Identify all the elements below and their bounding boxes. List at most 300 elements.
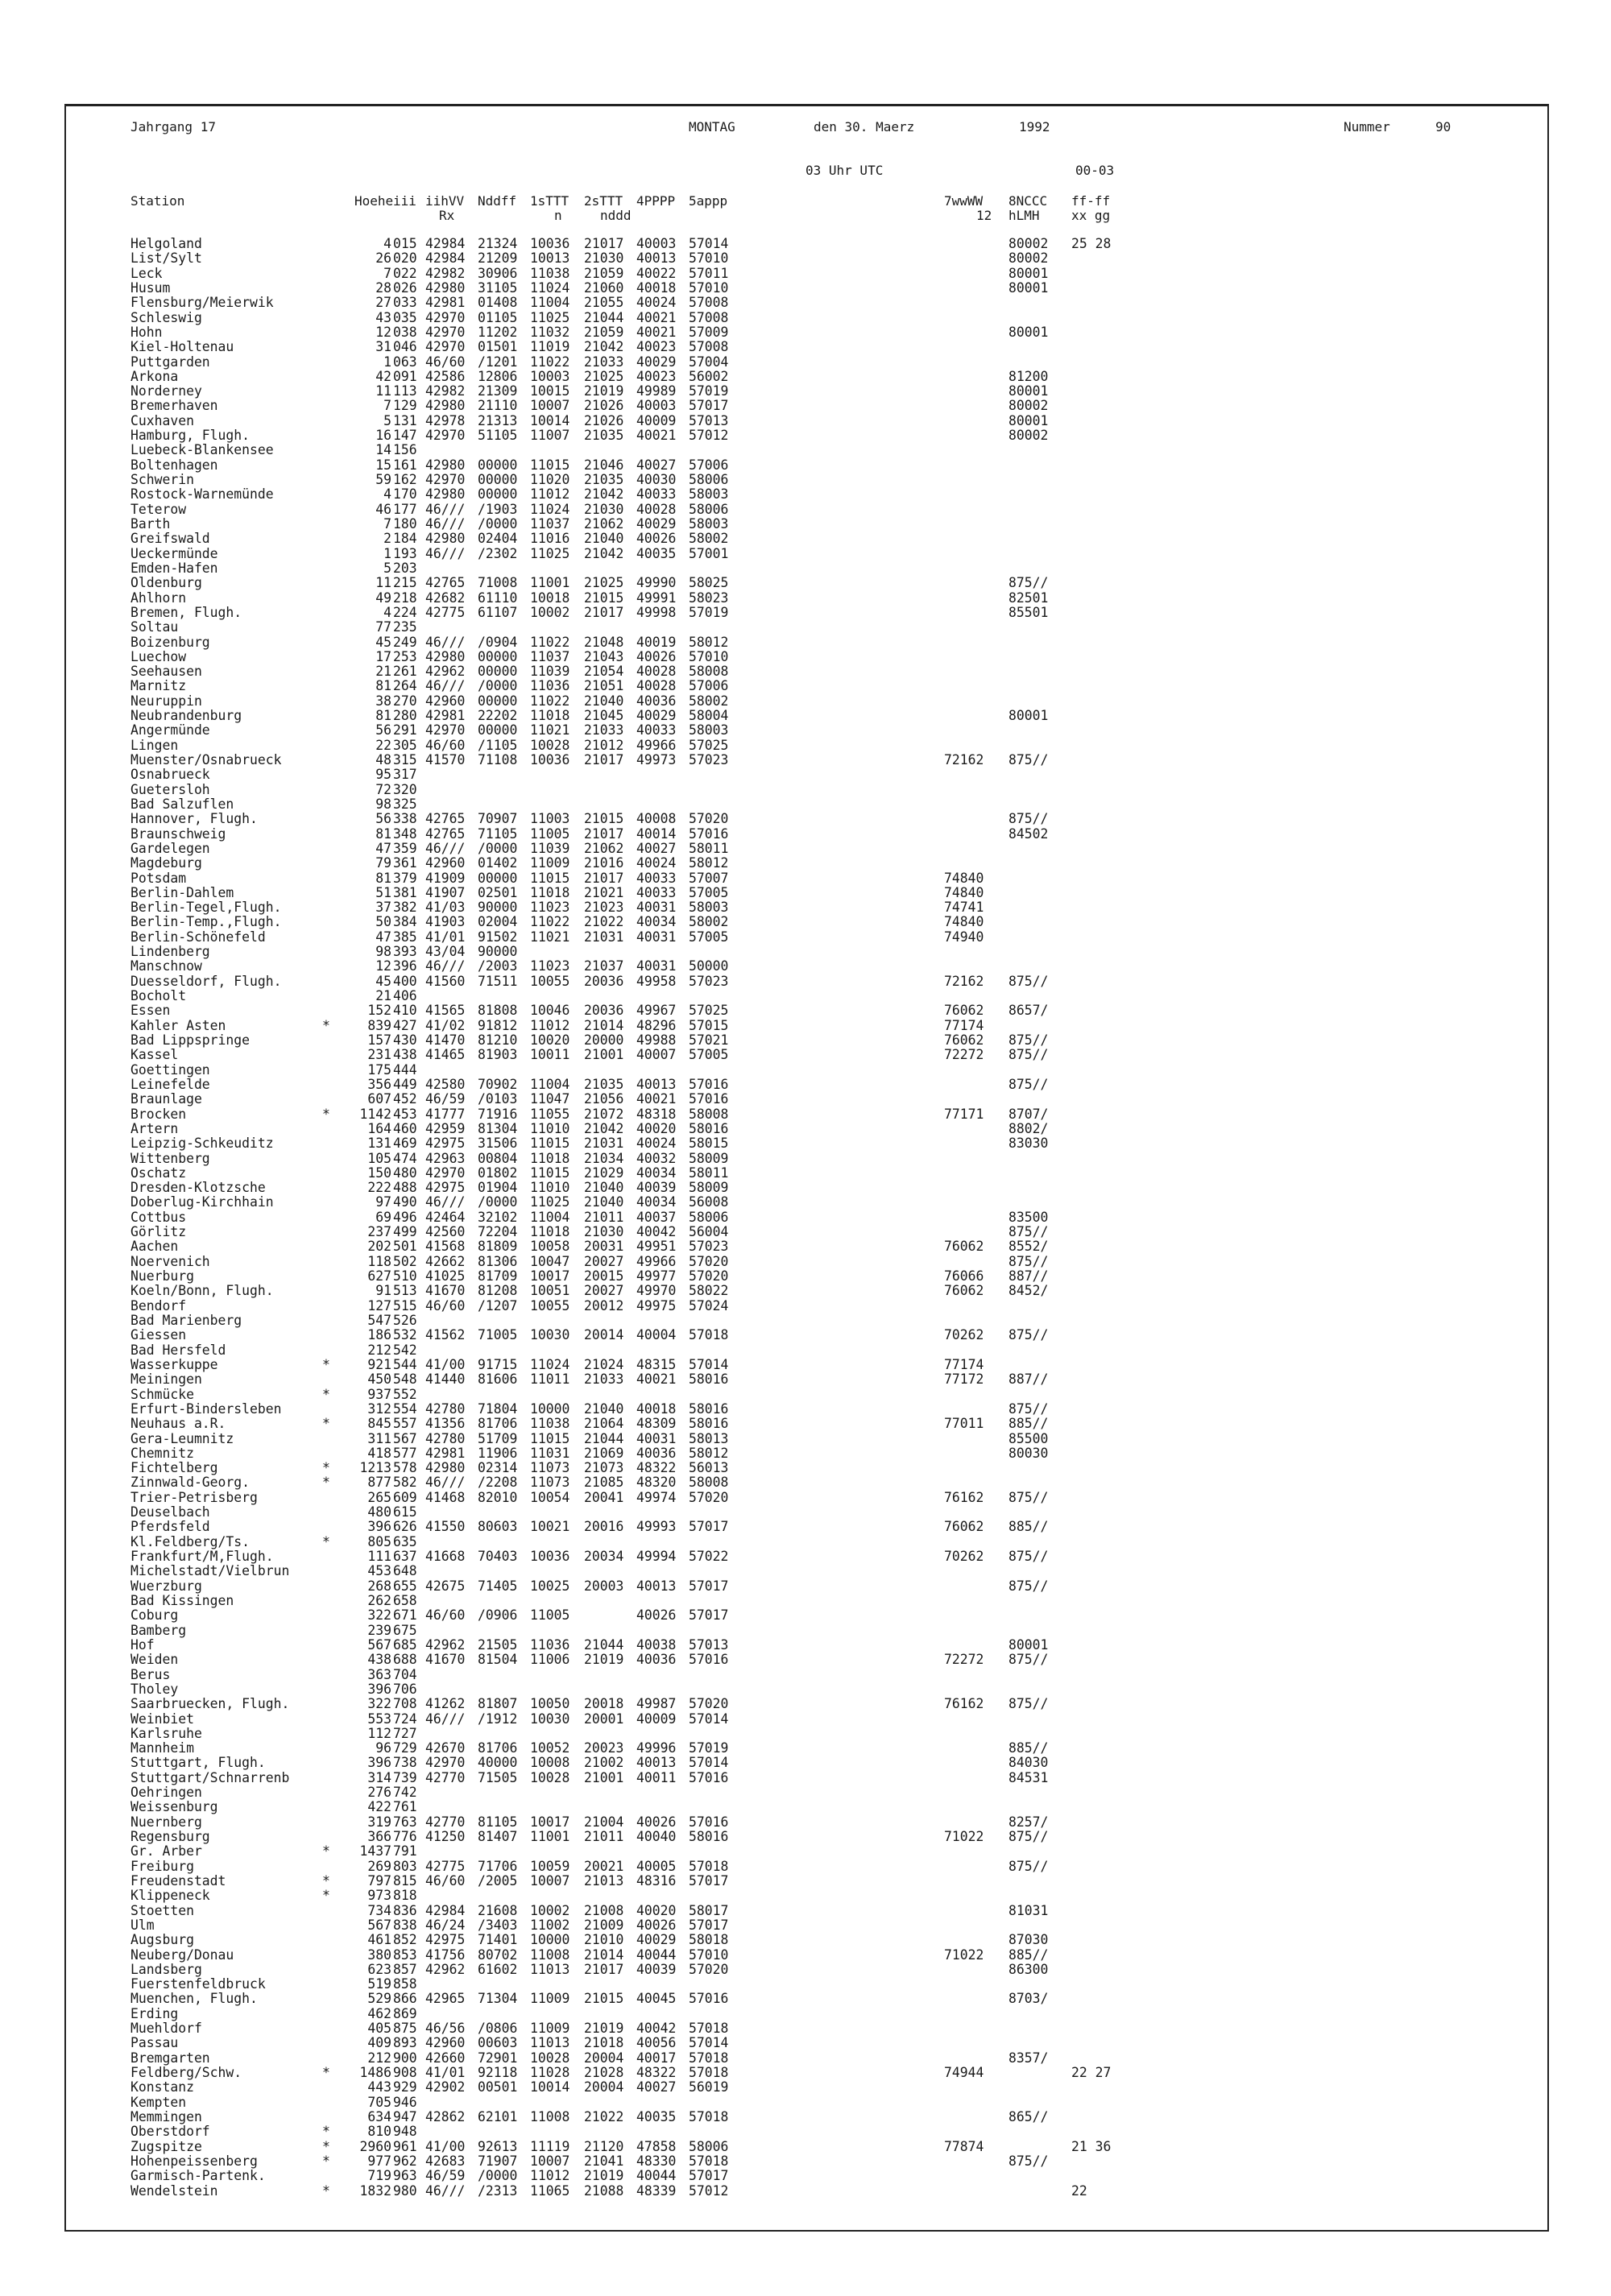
station-index: 180: [393, 515, 417, 532]
station-index: 474: [393, 1150, 417, 1166]
code-group: 20034: [584, 1549, 624, 1565]
code-group: 46/60: [425, 1872, 466, 1889]
code-group: 11009: [530, 1991, 570, 2007]
station-index: 704: [393, 1666, 417, 1682]
code-group: 57008: [689, 309, 729, 325]
mountain-station-marker: *: [322, 1475, 330, 1491]
code-group: 02501: [478, 884, 518, 900]
code-group: 10002: [530, 1902, 570, 1918]
code-group: 10036: [530, 1549, 570, 1565]
code-group: 42780: [425, 1430, 466, 1446]
code-group: 58016: [689, 1829, 729, 1845]
code-group: 57018: [689, 2065, 729, 2081]
station-name: Gardelegen: [130, 840, 210, 856]
code-group: 57018: [689, 2153, 729, 2169]
code-group: 42862: [425, 2109, 466, 2124]
code-group: 62101: [478, 2109, 518, 2124]
code-group: 11019: [530, 339, 570, 355]
code-group: 42984: [425, 1902, 466, 1918]
code-group: 42780: [425, 1400, 466, 1417]
code-group: 42980: [425, 279, 466, 296]
station-height: 164: [367, 1120, 391, 1136]
code-group: 40031: [636, 958, 677, 974]
code-group: 42682: [425, 590, 466, 606]
code-group: 57019: [689, 383, 729, 399]
code-group: 92613: [478, 2138, 518, 2154]
station-name: Essen: [130, 1003, 171, 1019]
code-group: 57010: [689, 648, 729, 664]
code-group: 21017: [584, 604, 624, 620]
code-group: 81504: [478, 1652, 518, 1668]
code-group: 42981: [425, 708, 466, 724]
station-index: 685: [393, 1636, 417, 1653]
code-group: 11024: [530, 501, 570, 517]
code-group: 20018: [584, 1696, 624, 1712]
code-group: 42962: [425, 1961, 466, 1977]
station-height: 396: [367, 1755, 391, 1771]
code-group: 875//: [1008, 1578, 1049, 1594]
code-group: 46///: [425, 1194, 466, 1210]
mountain-station-marker: *: [322, 2182, 330, 2199]
code-group: 21313: [478, 412, 518, 428]
jahrgang-label: Jahrgang 17: [130, 119, 216, 134]
station-index: 908: [393, 2065, 417, 2081]
station-name: Kl.Feldberg/Ts.: [130, 1533, 251, 1549]
code-group: 11038: [530, 265, 570, 281]
code-group: 21033: [584, 354, 624, 370]
station-name: Guetersloh: [130, 781, 210, 797]
station-name: Erding: [130, 2005, 179, 2021]
code-group: 8357/: [1008, 2050, 1049, 2066]
code-group: 11039: [530, 664, 570, 680]
code-group: 71105: [478, 825, 518, 842]
station-height: 276: [367, 1785, 391, 1801]
code-group: 875//: [1008, 1076, 1049, 1092]
station-height: 4: [383, 236, 391, 251]
col-iii: iii: [393, 193, 416, 209]
code-group: 40022: [636, 265, 677, 281]
code-group: 21051: [584, 678, 624, 694]
mountain-station-marker: *: [322, 2065, 330, 2081]
station-name: Berlin-Temp.,Flugh.: [130, 914, 282, 930]
col-wwww: 7wwWW: [944, 193, 984, 209]
station-name: Bendorf: [130, 1297, 187, 1313]
code-group: 58018: [689, 1932, 729, 1948]
code-group: 40011: [636, 1769, 677, 1785]
code-group: 57010: [689, 250, 729, 267]
code-group: 49998: [636, 604, 677, 620]
station-index: 129: [393, 398, 417, 414]
code-group: 10028: [530, 737, 570, 753]
code-group: 77172: [944, 1371, 984, 1388]
code-group: 875//: [1008, 1696, 1049, 1712]
code-group: 40035: [636, 2109, 677, 2124]
code-group: 71405: [478, 1578, 518, 1594]
station-index: 869: [393, 2005, 417, 2021]
code-group: 11015: [530, 870, 570, 886]
station-index: 708: [393, 1696, 417, 1712]
code-group: 10014: [530, 412, 570, 428]
col-hoehe: Hoehe: [354, 193, 394, 209]
code-group: 11011: [530, 1371, 570, 1388]
mountain-station-marker: *: [322, 1843, 330, 1860]
station-index: 615: [393, 1504, 417, 1520]
station-index: 577: [393, 1445, 417, 1461]
station-height: 27: [375, 295, 391, 311]
station-name: Dresden-Klotzsche: [130, 1180, 266, 1196]
code-group: 10008: [530, 1755, 570, 1771]
code-group: 875//: [1008, 973, 1049, 989]
station-height: 45: [375, 973, 391, 989]
station-height: 28: [375, 279, 391, 296]
code-group: 56019: [689, 2079, 729, 2095]
code-group: 11012: [530, 486, 570, 503]
code-group: /2208: [478, 1475, 518, 1491]
station-name: Leck: [130, 265, 163, 281]
station-index: 317: [393, 767, 417, 783]
left-border: [64, 104, 66, 2232]
code-group: 74741: [944, 900, 984, 916]
code-group: 58016: [689, 1416, 729, 1432]
station-name: Giessen: [130, 1327, 187, 1343]
code-group: 21043: [584, 648, 624, 664]
station-height: 152: [367, 1003, 391, 1019]
code-group: 81807: [478, 1696, 518, 1712]
station-height: 43: [375, 309, 391, 325]
code-group: 11906: [478, 1445, 518, 1461]
station-height: 46: [375, 501, 391, 517]
station-height: 1: [383, 354, 391, 370]
code-group: 42981: [425, 295, 466, 311]
station-index: 626: [393, 1519, 417, 1535]
code-group: 49973: [636, 752, 677, 768]
station-name: Bad Kissingen: [130, 1592, 234, 1608]
station-height: 312: [367, 1400, 391, 1417]
station-index: 513: [393, 1283, 417, 1299]
code-group: 58008: [689, 664, 729, 680]
station-height: 81: [375, 825, 391, 842]
station-name: Norderney: [130, 383, 202, 399]
code-group: /0000: [478, 2168, 518, 2184]
code-group: 21031: [584, 1136, 624, 1152]
station-name: Nuerburg: [130, 1268, 194, 1285]
code-group: 11004: [530, 1076, 570, 1092]
code-group: 49958: [636, 973, 677, 989]
code-group: 11013: [530, 2035, 570, 2051]
code-group: 42765: [425, 825, 466, 842]
code-group: 40033: [636, 884, 677, 900]
station-index: 532: [393, 1327, 417, 1343]
code-group: 21040: [584, 1400, 624, 1417]
code-group: 875//: [1008, 1489, 1049, 1505]
code-group: 40021: [636, 324, 677, 340]
station-index: 496: [393, 1209, 417, 1225]
code-group: 83030: [1008, 1136, 1049, 1152]
station-height: 623: [367, 1961, 391, 1977]
code-group: 00000: [478, 722, 518, 738]
station-name: Wendelstein: [130, 2182, 218, 2199]
station-index: 161: [393, 457, 417, 473]
station-index: 320: [393, 781, 417, 797]
code-group: 21019: [584, 2021, 624, 2037]
station-index: 235: [393, 619, 417, 635]
code-group: 57018: [689, 1327, 729, 1343]
code-group: 81306: [478, 1253, 518, 1269]
code-group: 70262: [944, 1327, 984, 1343]
station-index: 501: [393, 1239, 417, 1255]
code-group: 90000: [478, 944, 518, 960]
station-name: Augsburg: [130, 1932, 194, 1948]
station-index: 033: [393, 295, 417, 311]
station-height: 79: [375, 855, 391, 871]
code-group: 21064: [584, 1416, 624, 1432]
code-group: 41025: [425, 1268, 466, 1285]
station-index: 091: [393, 368, 417, 384]
code-group: 46/60: [425, 354, 466, 370]
station-index: 742: [393, 1785, 417, 1801]
station-height: 356: [367, 1076, 391, 1092]
code-group: 74840: [944, 914, 984, 930]
code-group: 40029: [636, 1932, 677, 1948]
station-name: Zugspitze: [130, 2138, 202, 2154]
station-name: Mannheim: [130, 1740, 194, 1756]
station-name: Flensburg/Meierwik: [130, 295, 274, 311]
code-group: 91812: [478, 1017, 518, 1033]
station-height: 50: [375, 914, 391, 930]
station-name: Angermünde: [130, 722, 210, 738]
code-group: 57014: [689, 1711, 729, 1727]
station-height: 7: [383, 398, 391, 414]
code-group: 42970: [425, 472, 466, 488]
code-group: 46///: [425, 1475, 466, 1491]
code-group: 70902: [478, 1076, 518, 1092]
station-height: 31: [375, 339, 391, 355]
code-group: 46/60: [425, 1607, 466, 1624]
station-index: 582: [393, 1475, 417, 1491]
code-group: 875//: [1008, 1858, 1049, 1874]
station-height: 26: [375, 250, 391, 267]
code-group: 875//: [1008, 1327, 1049, 1343]
station-height: 59: [375, 472, 391, 488]
code-group: 02314: [478, 1460, 518, 1476]
station-height: 21: [375, 664, 391, 680]
station-height: 112: [367, 1725, 391, 1741]
code-group: 21034: [584, 1150, 624, 1166]
station-index: 648: [393, 1563, 417, 1579]
code-group: 49994: [636, 1549, 677, 1565]
code-group: /1105: [478, 737, 518, 753]
station-height: 77: [375, 619, 391, 635]
station-name: Bremen, Flugh.: [130, 604, 242, 620]
code-group: 70403: [478, 1549, 518, 1565]
col-ttt1: 1sTTT: [530, 193, 569, 209]
station-height: 805: [367, 1533, 391, 1549]
code-group: 42981: [425, 1445, 466, 1461]
code-group: 21031: [584, 929, 624, 945]
station-height: 98: [375, 796, 391, 812]
code-group: 57005: [689, 884, 729, 900]
station-name: Frankfurt/M,Flugh.: [130, 1549, 274, 1565]
station-name: Artern: [130, 1120, 179, 1136]
code-group: 21059: [584, 265, 624, 281]
code-group: 11001: [530, 575, 570, 591]
code-group: 42960: [425, 693, 466, 709]
station-index: 552: [393, 1386, 417, 1402]
code-group: 57016: [689, 1091, 729, 1107]
station-name: Koeln/Bonn, Flugh.: [130, 1283, 274, 1299]
code-group: 74840: [944, 870, 984, 886]
code-group: 58006: [689, 472, 729, 488]
code-group: 11004: [530, 295, 570, 311]
station-index: 706: [393, 1681, 417, 1697]
code-group: 11031: [530, 1445, 570, 1461]
station-name: Boizenburg: [130, 634, 210, 650]
code-group: 49993: [636, 1519, 677, 1535]
code-group: 71022: [944, 1829, 984, 1845]
col-pppp: 4PPPP: [636, 193, 676, 209]
station-name: Helgoland: [130, 236, 202, 251]
code-group: 20012: [584, 1297, 624, 1313]
code-group: 58011: [689, 1165, 729, 1181]
station-index: 384: [393, 914, 417, 930]
code-group: 10055: [530, 973, 570, 989]
station-name: Kempten: [130, 2094, 187, 2110]
station-index: 410: [393, 1003, 417, 1019]
code-group: 21025: [584, 368, 624, 384]
code-group: 01501: [478, 339, 518, 355]
time-label: 03 Uhr UTC: [806, 163, 884, 178]
station-name: Karlsruhe: [130, 1725, 202, 1741]
code-group: 42586: [425, 368, 466, 384]
station-name: Kahler Asten: [130, 1017, 226, 1033]
station-index: 852: [393, 1932, 417, 1948]
code-group: 21324: [478, 236, 518, 251]
code-group: 87030: [1008, 1932, 1049, 1948]
station-name: Puttgarden: [130, 354, 210, 370]
station-name: Klippeneck: [130, 1888, 210, 1904]
code-group: 20036: [584, 973, 624, 989]
station-height: 16: [375, 428, 391, 444]
station-index: 469: [393, 1136, 417, 1152]
station-name: Gera-Leumnitz: [130, 1430, 234, 1446]
code-group: /0806: [478, 2021, 518, 2037]
code-group: 21120: [584, 2138, 624, 2154]
station-height: 405: [367, 2021, 391, 2037]
code-group: 40036: [636, 693, 677, 709]
code-group: 40004: [636, 1327, 677, 1343]
station-name: Coburg: [130, 1607, 179, 1624]
code-group: 40023: [636, 368, 677, 384]
station-height: 91: [375, 1283, 391, 1299]
station-name: Lindenberg: [130, 944, 210, 960]
code-group: 21022: [584, 2109, 624, 2124]
station-name: Neubrandenburg: [130, 708, 242, 724]
code-group: 71907: [478, 2153, 518, 2169]
code-group: 58012: [689, 1445, 729, 1461]
code-group: 70262: [944, 1549, 984, 1565]
station-index: 853: [393, 1946, 417, 1963]
code-group: 42970: [425, 722, 466, 738]
station-index: 427: [393, 1017, 417, 1033]
station-name: Ueckermünde: [130, 545, 218, 561]
station-name: Noervenich: [130, 1253, 210, 1269]
code-group: 42965: [425, 1991, 466, 2007]
code-group: 11018: [530, 884, 570, 900]
station-height: 845: [367, 1416, 391, 1432]
station-name: Leinefelde: [130, 1076, 210, 1092]
code-group: 11032: [530, 324, 570, 340]
code-group: 58012: [689, 634, 729, 650]
code-group: 40039: [636, 1961, 677, 1977]
code-group: 8657/: [1008, 1003, 1049, 1019]
station-index: 291: [393, 722, 417, 738]
code-group: 49987: [636, 1696, 677, 1712]
station-height: 705: [367, 2094, 391, 2110]
station-height: 734: [367, 1902, 391, 1918]
code-group: 10021: [530, 1519, 570, 1535]
station-height: 81: [375, 870, 391, 886]
code-group: 57014: [689, 2035, 729, 2051]
code-group: 57022: [689, 1549, 729, 1565]
code-group: 80603: [478, 1519, 518, 1535]
code-group: 57018: [689, 2021, 729, 2037]
code-group: 42975: [425, 1180, 466, 1196]
code-group: 49991: [636, 590, 677, 606]
code-group: 42670: [425, 1740, 466, 1756]
station-name: Saarbruecken, Flugh.: [130, 1696, 290, 1712]
station-index: 162: [393, 472, 417, 488]
station-height: 231: [367, 1047, 391, 1063]
station-height: 131: [367, 1136, 391, 1152]
station-height: 438: [367, 1652, 391, 1668]
code-group: 40033: [636, 870, 677, 886]
code-group: 21015: [584, 590, 624, 606]
station-name: Freiburg: [130, 1858, 194, 1874]
station-height: 212: [367, 1342, 391, 1358]
station-index: 655: [393, 1578, 417, 1594]
station-index: 385: [393, 929, 417, 945]
station-index: 567: [393, 1430, 417, 1446]
code-group: 40034: [636, 1194, 677, 1210]
code-group: 20014: [584, 1327, 624, 1343]
code-group: 21018: [584, 2035, 624, 2051]
code-group: 21062: [584, 515, 624, 532]
code-group: 49974: [636, 1489, 677, 1505]
code-group: 21001: [584, 1769, 624, 1785]
station-height: 47: [375, 840, 391, 856]
code-group: 10030: [530, 1327, 570, 1343]
station-index: 338: [393, 811, 417, 827]
code-group: 91715: [478, 1356, 518, 1372]
code-group: 43/04: [425, 944, 466, 960]
code-group: 40031: [636, 929, 677, 945]
station-name: Soltau: [130, 619, 179, 635]
code-group: 11005: [530, 825, 570, 842]
code-group: 61110: [478, 590, 518, 606]
code-group: 10036: [530, 752, 570, 768]
code-group: 80002: [1008, 250, 1049, 267]
code-group: 11038: [530, 1416, 570, 1432]
code-group: 42770: [425, 1814, 466, 1830]
code-group: 21030: [584, 501, 624, 517]
code-group: 21044: [584, 309, 624, 325]
mountain-station-marker: *: [322, 2124, 330, 2140]
mountain-station-marker: *: [322, 1106, 330, 1122]
code-group: 875//: [1008, 1032, 1049, 1048]
code-group: 41903: [425, 914, 466, 930]
code-group: 21045: [584, 708, 624, 724]
station-name: Goettingen: [130, 1061, 210, 1078]
